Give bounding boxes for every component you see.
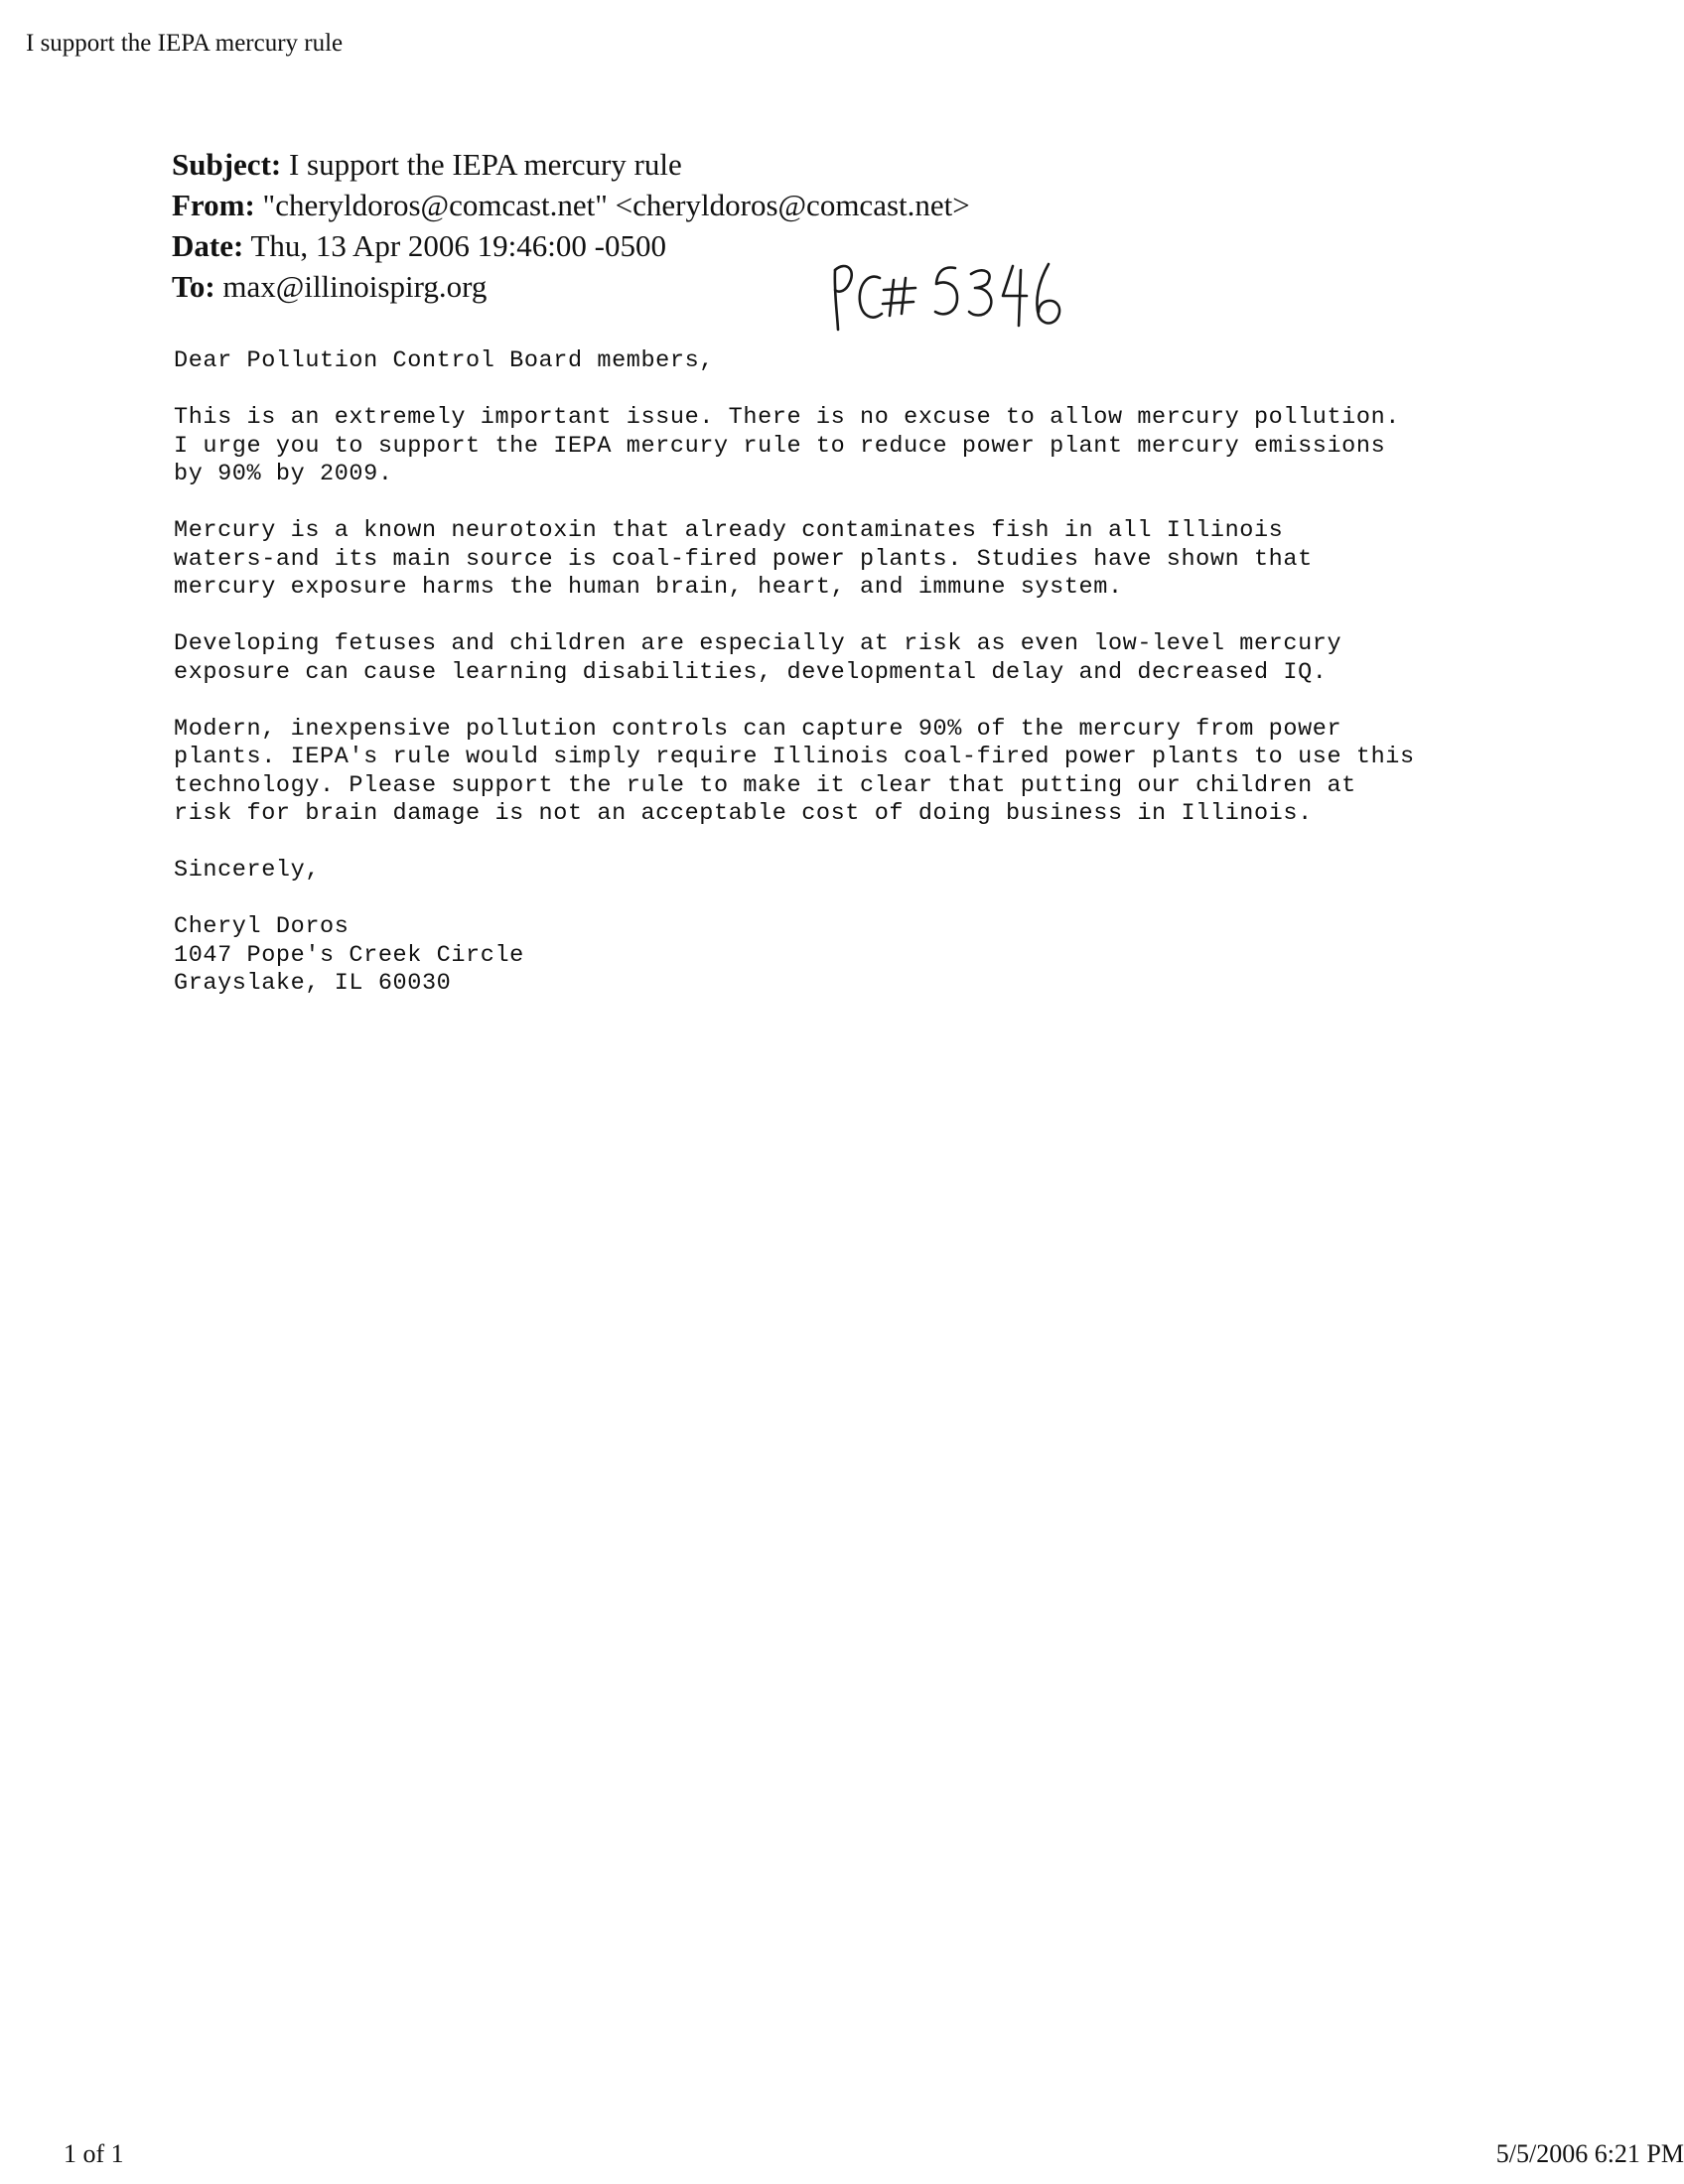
to-label: To: (172, 269, 215, 304)
closing: Sincerely, (174, 857, 321, 884)
date-value: Thu, 13 Apr 2006 19:46:00 -0500 (250, 228, 666, 263)
from-row (172, 185, 1264, 225)
body-paragraph: Modern, inexpensive pollution controls can capture 90% of the mercury from power plants. IEPA's rule would simply require Illinois coal-fired power plants to use this technology. Please support the rule to make it clear that putting our children at risk for brain damage is not an acceptable cost of doing business in Illinois. (174, 715, 1415, 827)
body-paragraph: Mercury is a known neurotoxin that already contaminates fish in all Illinois waters-and its main source is coal-fired power plants. Studies have shown that mercury exposure harms the human brain, heart, and immune system. (174, 517, 1313, 601)
from-label: From: (172, 188, 255, 222)
page-number: 1 of 1 (64, 2139, 124, 2168)
from-value: "cheryldoros@comcast.net" <cheryldoros@comcast.net> (262, 188, 970, 222)
email-body (174, 347, 1663, 1026)
to-row (172, 266, 1264, 307)
subject-row (172, 144, 1264, 185)
date-label: Date: (172, 228, 244, 263)
body-paragraph: This is an extremely important issue. There is no excuse to allow mercury pollution. I urge you to support the IEPA mercury rule to reduce power plant mercury emissions by 90% by 2009. (174, 404, 1400, 487)
date-row (172, 225, 1264, 266)
print-timestamp: 5/5/2006 6:21 PM (1495, 2139, 1684, 2168)
body-paragraph: Developing fetuses and children are especially at risk as even low-level mercury exposure can cause learning disabilities, developmental delay and decreased IQ. (174, 630, 1342, 686)
email-headers (172, 144, 1264, 307)
subject-label: Subject: (172, 147, 282, 182)
signature-block: Cheryl Doros 1047 Pope's Creek Circle Grayslake, IL 60030 (174, 913, 524, 997)
greeting: Dear Pollution Control Board members, (174, 347, 714, 374)
page-header-title: I support the IEPA mercury rule (26, 30, 344, 57)
subject-value: I support the IEPA mercury rule (288, 147, 682, 182)
to-value: max@illinoispirg.org (222, 269, 488, 304)
handwritten-pc-number (824, 256, 1082, 340)
